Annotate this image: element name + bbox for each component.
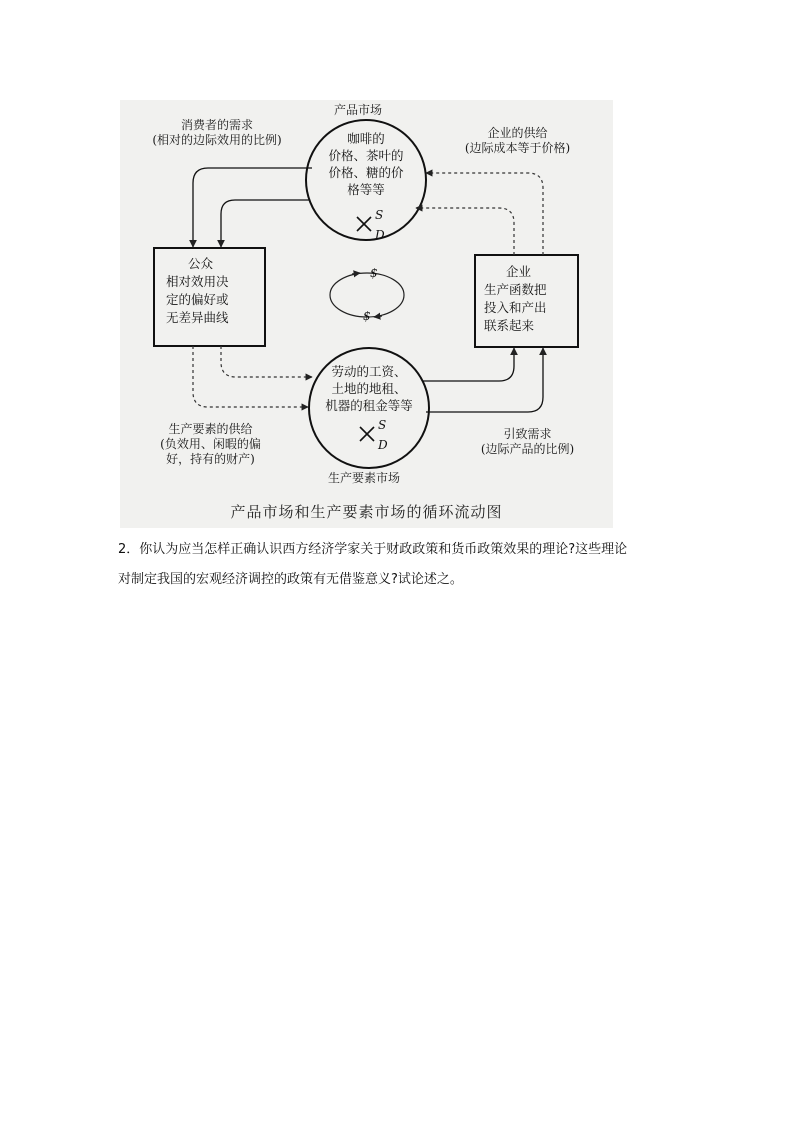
consumer-demand-note: (相对的边际效用的比例) [152,133,282,147]
product-market-line: 格等等 [347,182,385,197]
derived-demand-title: 引致需求 [503,427,552,441]
public-box-text [166,255,229,327]
factor-supply-label: S [378,418,387,432]
factor-supply-label [128,422,293,467]
diagram-caption: 产品市场和生产要素市场的循环流动图 [230,503,503,521]
flow-public-to-factor-inner [221,346,312,377]
factor-demand-label: D [378,438,388,452]
factor-market-line: 机器的租金等等 [325,398,413,413]
factor-supply-title: 生产要素的供给 [168,422,253,436]
product-market-line: 价格、茶叶的 [328,148,404,163]
public-box-line: 相对效用决 [166,274,229,289]
firm-box-line: 联系起来 [484,318,535,333]
product-market-line: 价格、糖的价 [328,165,404,180]
flow-factor-to-firm-inner [423,348,514,381]
product-market-text [316,130,416,198]
firm-box-line: 生产函数把 [484,282,547,297]
consumer-demand-label [122,118,312,148]
factor-supply-note: 好，持有的财产) [166,452,255,466]
flow-factor-to-firm-outer [426,348,543,412]
firm-box-line: 企业 [506,264,532,279]
flow-goods-to-public-outer [193,168,312,247]
question-line-2: 对制定我国的宏观经济调控的政策有无借鉴意义?试论述之。 [118,572,463,587]
product-demand-label: D [375,228,385,242]
money-symbol-bottom: $ [363,309,371,323]
derived-demand-note: (边际产品的比例) [480,442,575,456]
question-line-1: 2．你认为应当怎样正确认识西方经济学家关于财政政策和货币政策效果的理论?这些理论 [118,542,628,557]
firm-supply-title: 企业的供给 [487,126,548,140]
public-box-line: 定的偏好或 [166,292,229,307]
flow-firm-to-product-outer [426,173,543,255]
factor-market-line: 土地的地租、 [331,381,407,396]
circular-flow-diagram [120,100,613,528]
product-supply-label: S [375,208,384,222]
product-market-line: 咖啡的 [347,131,385,146]
factor-market-line: 劳动的工资、 [331,364,407,379]
money-symbol-top: $ [370,266,378,280]
product-market-title: 产品市场 [334,103,383,117]
public-box-line: 无差异曲线 [166,310,229,325]
consumer-demand-title: 消费者的需求 [180,118,253,132]
public-box-line: 公众 [188,256,214,271]
firm-box-line: 投入和产出 [484,300,547,315]
firm-box-text [484,263,547,335]
derived-demand-label [445,427,610,457]
factor-market-title: 生产要素市场 [328,471,401,485]
firm-supply-label [425,126,610,156]
flow-goods-to-public-inner [221,200,309,247]
factor-supply-note: (负效用、闲暇的偏 [160,437,261,451]
firm-supply-note: (边际成本等于价格) [464,141,571,155]
factor-market-text [314,363,424,414]
flow-firm-to-product-inner [416,208,514,255]
